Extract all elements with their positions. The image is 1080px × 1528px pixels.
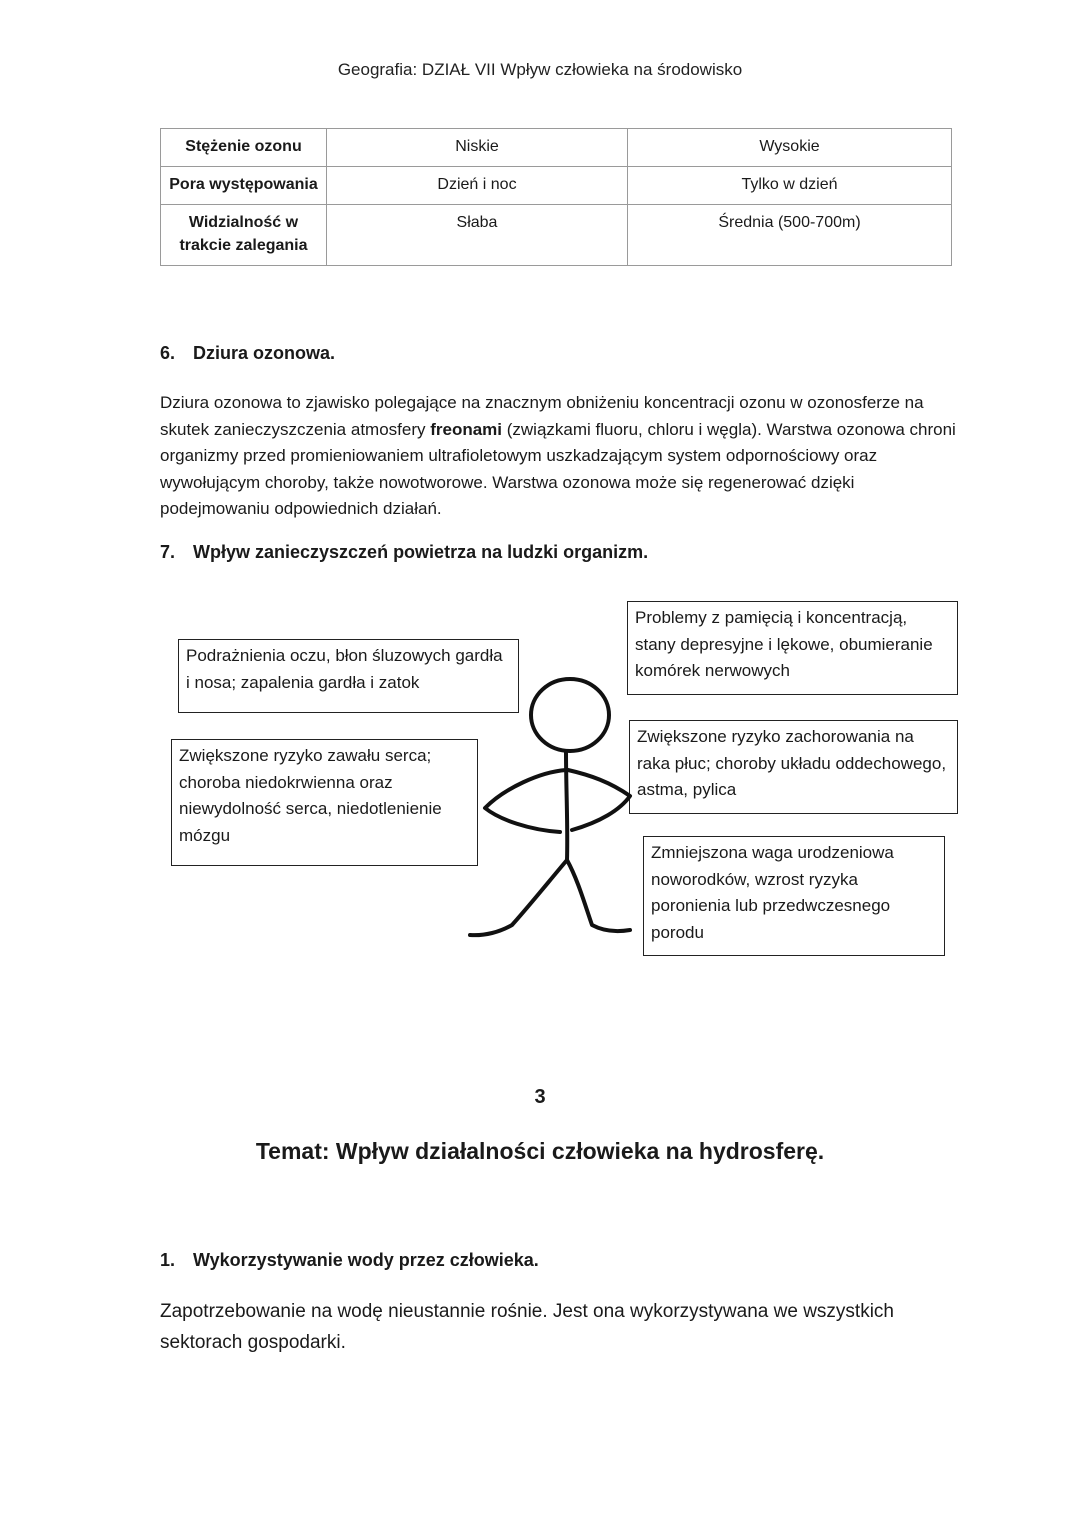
section-title: Wpływ zanieczyszczeń powietrza na ludzki organizm. (193, 542, 649, 562)
figure-right-leg (567, 860, 630, 931)
table-row (161, 129, 952, 167)
table-cell: Wysokie (628, 129, 952, 167)
table-cell: Słaba (327, 205, 628, 266)
paragraph-text: (związkami fluoru, chloru i węgla). Warstwa ozonowa chroni organizmy przed promieniowaniem ultrafioletowym uszkadzającym system odpornościowy oraz wywołującym choroby, także nowotworowe. Warstwa ozonowa może się regenerować dzięki podejmowaniu odpowiednich działań. (160, 419, 956, 518)
table-cell: Średnia (500-700m) (628, 205, 952, 266)
figure-left-arm (485, 770, 566, 832)
table-cell: Dzień i noc (327, 167, 628, 205)
effect-box-heart: Zwiększone ryzyko zawału serca; choroba niedokrwienna oraz niewydolność serca, niedotlenienie mózgu (171, 739, 478, 866)
stick-figure-illustration (460, 670, 650, 950)
figure-head (531, 679, 609, 751)
table-row (161, 167, 952, 205)
effect-box-pregnancy: Zmniejszona waga urodzeniowa noworodków, wzrost ryzyka poronienia lub przedwczesnego porodu (643, 836, 945, 956)
section-number: 6. (160, 343, 176, 363)
effect-box-brain: Problemy z pamięcią i koncentracją, stany depresyjne i lękowe, obumieranie komórek nerwowych (627, 601, 958, 695)
row-label: Stężenie ozonu (161, 129, 327, 167)
section-title: Wykorzystywanie wody przez człowieka. (193, 1250, 539, 1270)
effect-box-lungs: Zwiększone ryzyko zachorowania na raka płuc; choroby układu oddechowego, astma, pylica (629, 720, 958, 814)
table-row (161, 205, 952, 266)
water-usage-paragraph: Zapotrzebowanie na wodę nieustannie rośnie. Jest ona wykorzystywana we wszystkich sektorach gospodarki. (160, 1301, 894, 1353)
section-number: 1. (160, 1250, 176, 1270)
section-7-heading (160, 542, 648, 563)
effect-box-eyes: Podrażnienia oczu, błon śluzowych gardła i nosa; zapalenia gardła i zatok (178, 639, 519, 713)
topic-title: Temat: Wpływ działalności człowieka na hydrosferę. (255, 1138, 825, 1164)
figure-left-leg (470, 860, 567, 935)
table-cell: Niskie (327, 129, 628, 167)
section-number: 7. (160, 542, 176, 562)
smog-comparison-table (160, 128, 952, 266)
ozone-hole-paragraph (160, 390, 960, 523)
paragraph-text: Dziura ozonowa to zjawisko polegające na znacznym obniżeniu koncentracji ozonu w ozonosferze na skutek zanieczyszczenia atmosfery (160, 393, 924, 439)
page-header: Geografia: DZIAŁ VII Wpływ człowieka na środowisko (337, 60, 743, 79)
bold-term: freonami (430, 419, 503, 439)
page-number: 3 (534, 1086, 546, 1108)
row-label: Pora występowania (161, 167, 327, 205)
section-6-heading (160, 343, 335, 364)
row-label: Widzialność w trakcie zalegania (161, 205, 327, 266)
table-cell: Tylko w dzień (628, 167, 952, 205)
figure-right-arm (568, 770, 630, 830)
section-1-heading (160, 1250, 539, 1271)
section-title: Dziura ozonowa. (193, 343, 336, 363)
